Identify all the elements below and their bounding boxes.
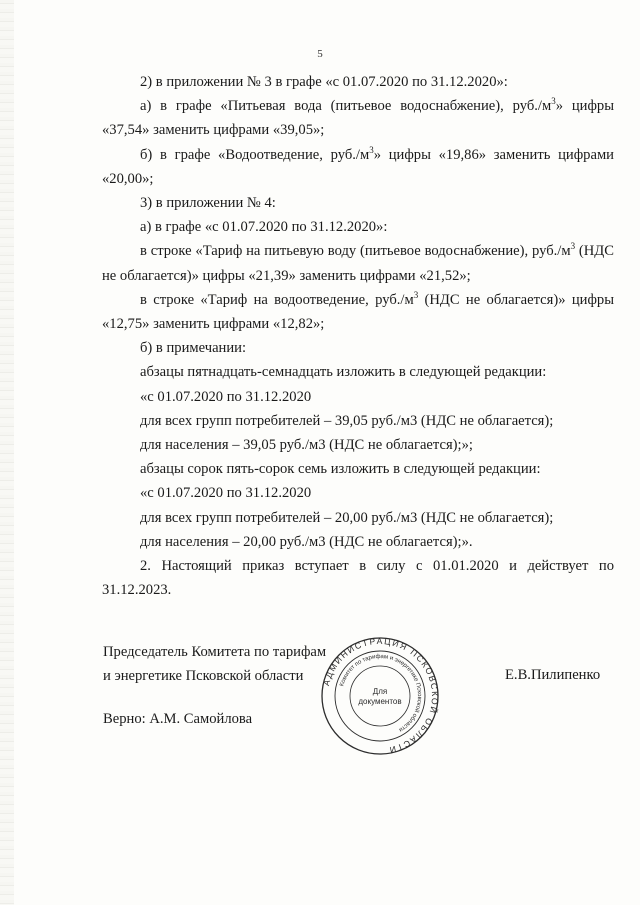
paragraph-sewage-tariff: в строке «Тариф на водоотведение, $руб./м^3$ (НДС не облагается)» цифры «12,75» заменить цифрами «12,82»; [102,289,615,333]
paragraph-note: б) в примечании: [140,340,247,357]
paragraph-note-line: «с 01.07.2020 по 31.12.2020 [140,485,312,502]
document-body [102,70,614,602]
official-stamp [320,636,440,756]
paragraph-note-line: для всех групп потребителей – 39,05 руб./м3 (НДС не облагается); [140,412,554,429]
paragraph-appendix-3-a: а) в графе «Питьевая вода (питьевое водоснабжение), $руб./м^3$» цифры «37,54» заменить цифрами «39,05»; [102,96,615,139]
paragraph-appendix-4-a: а) в графе «с 01.07.2020 по 31.12.2020»: [140,219,388,236]
page-number: 5 [317,48,323,60]
paragraph-appendix-3-b: б) в графе «Водоотведение, $руб./м^3$» цифры «19,86» заменить цифрами «20,00»; [102,144,614,187]
paragraph-note-line: для населения – 39,05 руб./м3 (НДС не облагается);»; [140,437,473,454]
paragraph-note-line: для населения – 20,00 руб./м3 (НДС не облагается);». [140,533,473,550]
paragraph-note-line: «с 01.07.2020 по 31.12.2020 [140,388,312,405]
scan-edge [0,0,14,905]
paragraph-water-tariff: в строке «Тариф на питьевую воду (питьевое водоснабжение), $руб./м^3$ (НДС не облагается)» цифры «21,39» заменить цифрами «21,52»; [102,241,614,284]
svg-text:Комитет по тарифам и энергетик: Комитет по тарифам и энергетике Псковской области [339,653,423,733]
svg-text:АДМИНИСТРАЦИЯ ПСКОВСКОЙ ОБЛАСТ: АДМИНИСТРАЦИЯ ПСКОВСКОЙ ОБЛАСТИ [321,636,440,756]
svg-text:Для: Для [372,687,388,696]
svg-text:документов: документов [358,697,402,706]
paragraph-note-line: абзацы пятнадцать-семнадцать изложить в следующей редакции: [140,364,547,381]
signatory-name: Е.В.Пилипенко [505,667,601,683]
paragraph-appendix-3: 2) в приложении № 3 в графе «с 01.07.2020 по 31.12.2020»: [140,74,508,90]
signatory-position: Председатель Комитета по тарифам и энергетике Псковской области [103,644,327,684]
paragraph-note-line: для всех групп потребителей – 20,00 руб./м3 (НДС не облагается); [140,509,554,526]
paragraph-note-line: абзацы сорок пять-сорок семь изложить в следующей редакции: [140,461,541,478]
paragraph-appendix-4: 3) в приложении № 4: [140,195,276,212]
paragraph-effective-date: 2. Настоящий приказ вступает в силу с 01.01.2020 и действует по 31.12.2023. [102,558,614,599]
verified-by: Верно: А.М. Самойлова [103,711,253,727]
